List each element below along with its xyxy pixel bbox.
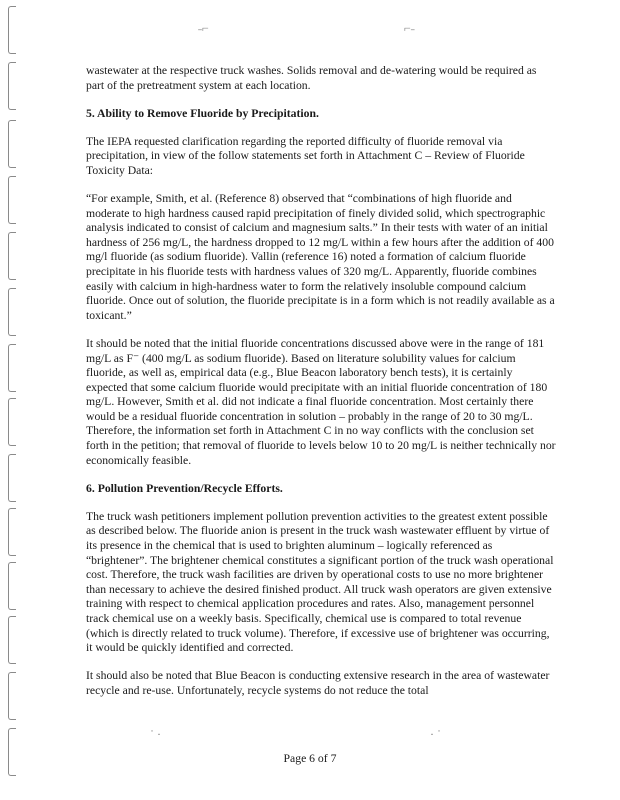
body-paragraph: It should be noted that the initial fluoride concentrations discussed above were in the range of 181 mg/L as F⁻ (400 mg/L as sodium fluoride). Based on literature solubility values for calcium fluoride, as well as, empirical data (e.g., Blue Beacon laboratory bench tests), it is certainly expected that some calcium fluoride would precipitate with an initial fluoride concentration of 180 mg/L. However, Smith et al. did not indicate a final fluoride concentration. Most certainly there would be a residual fluoride concentration in solution – probably in the range of 20 to 30 mg/L. Therefore, the information set forth in Attachment C in no way conflicts with the conclusion set forth in the petition; that removal of fluoride to levels below 10 to 20 mg/L is neither technically nor economically feasible. (86, 336, 556, 467)
scan-mark-top-left: ˗⌐ (198, 21, 209, 35)
page-number: Page 6 of 7 (283, 752, 337, 765)
scan-mark-top-right: ⌐˗ (404, 21, 415, 35)
body-paragraph: The IEPA requested clarification regarding the reported difficulty of fluoride removal via precipitation, in view of the follow statements set forth in Attachment C – Review of Fluoride Toxicity Data: (86, 134, 525, 177)
scan-mark-bottom-left: ˙ · (150, 727, 161, 741)
body-paragraph: “For example, Smith, et al. (Reference 8) observed that “combinations of high fluoride and moderate to high hardness caused rapid precipitation of finely divided solid, which spectrographic analysis indicated to consist of calcium and magnesium salts.” In their tests with water of an initial hardness of 256 mg/L, the hardness dropped to 12 mg/L within a few hours after the addition of 400 mg/l fluoride (as sodium fluoride). Vallin (reference 16) noted a formation of calcium fluoride precipitate in his fluoride tests with hardness values of 320 mg/L. Apparently, fluoride combines easily with calcium in high-hardness water to form the relatively insoluble compound calcium fluoride. Once out of solution, the fluoride precipitate is in a form which is not readily available as a toxicant.” (86, 192, 555, 322)
section-heading: 5. Ability to Remove Fluoride by Precipitation. (86, 106, 319, 120)
body-paragraph: It should also be noted that Blue Beacon is conducting extensive research in the area of wastewater recycle and re-use. Unfortunately, recycle systems do not reduce the total (86, 669, 550, 697)
body-paragraph: The truck wash petitioners implement pollution prevention activities to the greatest extent possible as described below. The fluoride anion is present in the truck wash wastewater effluent by virtue of its presence in the chemical that is used to brighten aluminum – logically referenced as “brightener”. The brightener chemical constitutes a significant portion of the truck wash operational cost. Therefore, the truck wash facilities are driven by operational costs to use no more brightener than necessary to achieve the desired finished product. All truck wash operators are given extensive training with respect to chemical application procedures and rates. Also, management personnel track chemical use on a weekly basis. Specifically, chemical use is compared to total revenue (which is directly related to truck volume). Therefore, if excessive use of brightener was occurring, it would be quickly identified and corrected. (86, 509, 554, 655)
section-heading: 6. Pollution Prevention/Recycle Efforts. (86, 481, 283, 495)
document-body (86, 64, 556, 712)
binder-holes (8, 0, 22, 800)
scan-mark-bottom-right: · ˙ (430, 727, 441, 741)
body-paragraph: wastewater at the respective truck washes. Solids removal and de-watering would be required as part of the pretreatment system at each location. (86, 64, 537, 92)
